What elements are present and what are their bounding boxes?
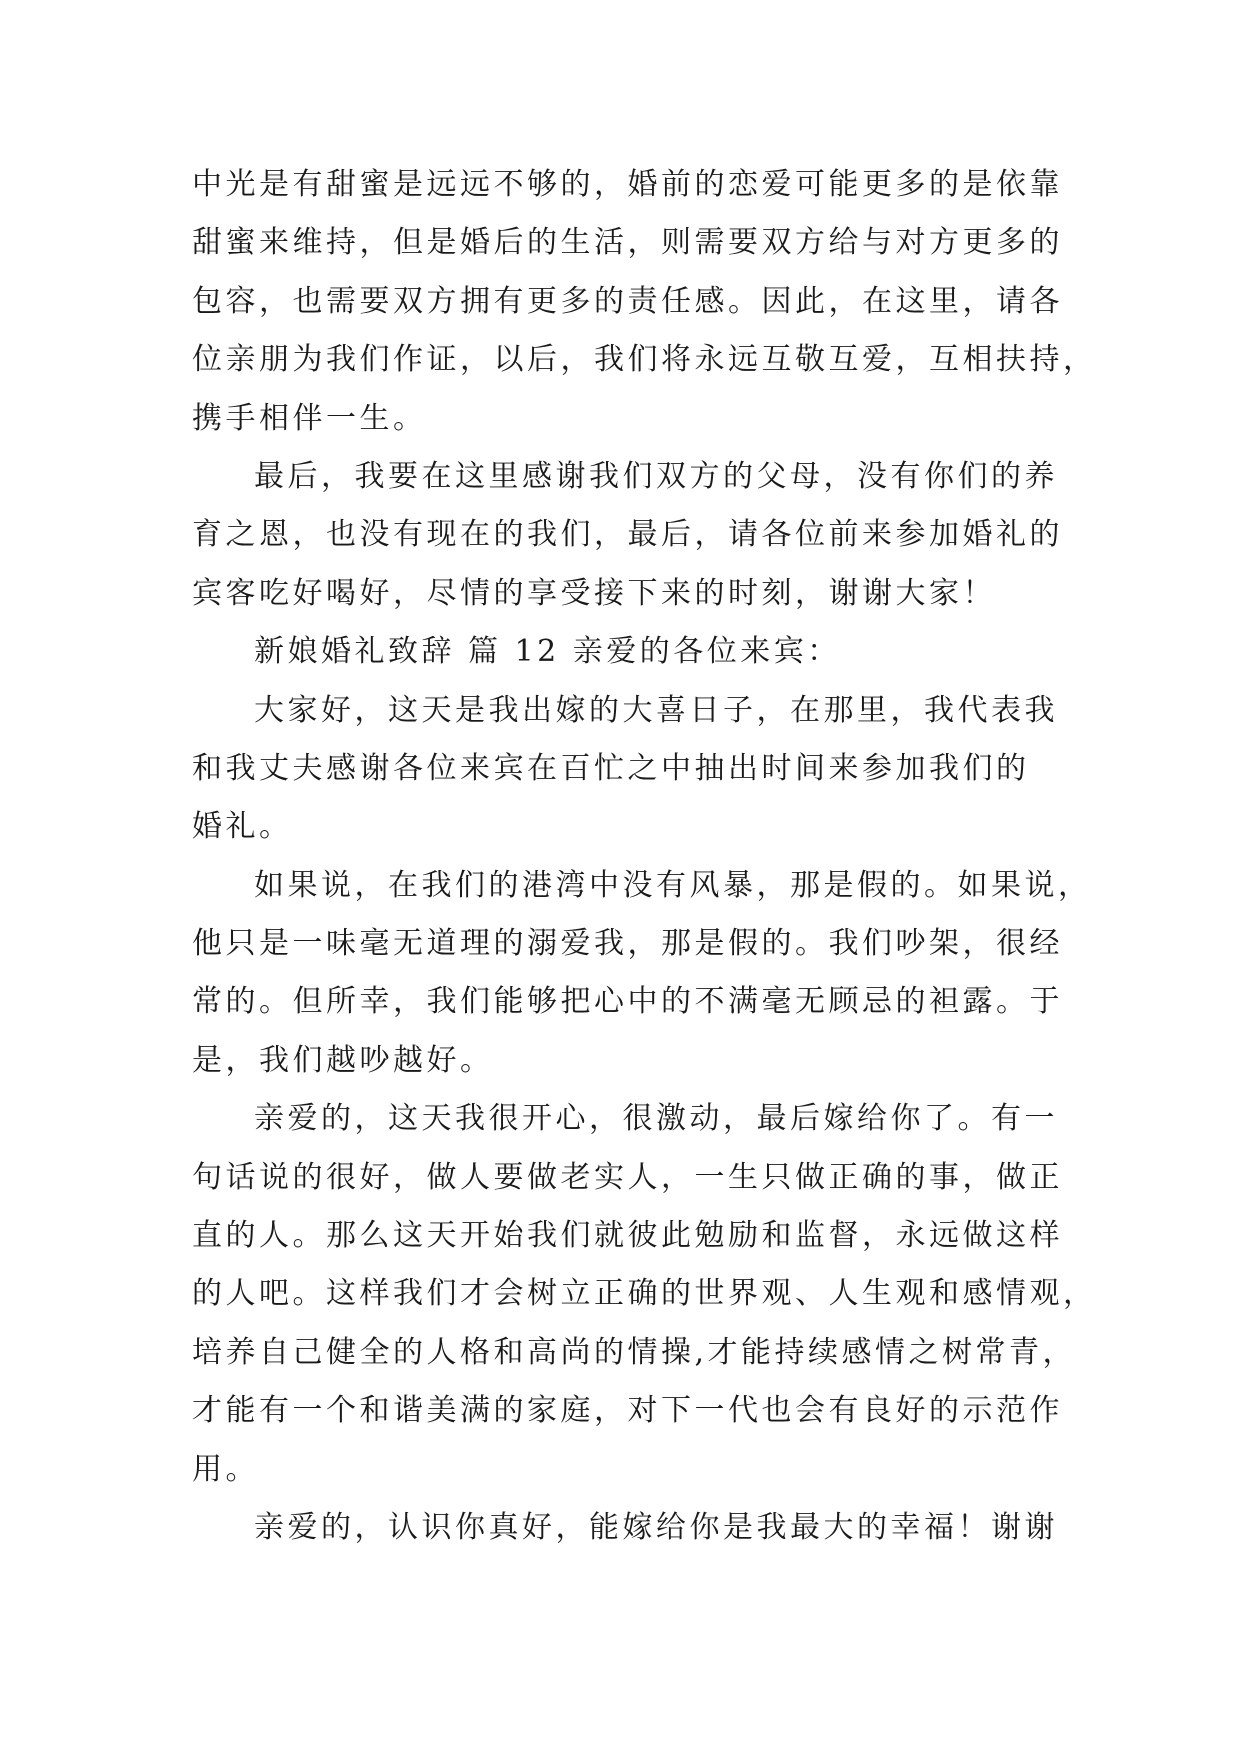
text-line: 甜蜜来维持，但是婚后的生活，则需要双方给与对方更多的 (192, 225, 1063, 261)
text-line: 育之恩，也没有现在的我们，最后，请各位前来参加婚礼的 (192, 517, 1063, 553)
paragraph-first-line: 亲爱的，认识你真好，能嫁给你是我最大的幸福！谢谢 (254, 1509, 1058, 1545)
text-line: 婚礼。 (192, 809, 293, 845)
text-line: 直的人。那么这天开始我们就彼此勉励和监督，永远做这样 (192, 1218, 1063, 1254)
paragraph-first-line: 新娘婚礼致辞 篇 12 亲爱的各位来宾： (254, 634, 841, 670)
text-line: 的人吧。这样我们才会树立正确的世界观、人生观和感情观， (192, 1276, 1097, 1312)
text-line: 用。 (192, 1451, 259, 1487)
paragraph-first-line: 如果说，在我们的港湾中没有风暴，那是假的。如果说， (254, 867, 1092, 903)
paragraph-first-line: 亲爱的，这天我很开心，很激动，最后嫁给你了。有一 (254, 1101, 1058, 1137)
text-line: 包容，也需要双方拥有更多的责任感。因此，在这里，请各 (192, 283, 1063, 319)
text-line: 常的。但所幸，我们能够把心中的不满毫无顾忌的袒露。于 (192, 984, 1063, 1020)
text-line: 和我丈夫感谢各位来宾在百忙之中抽出时间来参加我们的 (192, 750, 1030, 786)
paragraph-first-line: 最后，我要在这里感谢我们双方的父母，没有你们的养 (254, 458, 1058, 494)
text-line: 他只是一味毫无道理的溺爱我，那是假的。我们吵架，很经 (192, 926, 1063, 962)
text-line: 才能有一个和谐美满的家庭，对下一代也会有良好的示范作 (192, 1393, 1063, 1429)
document-body-text (192, 156, 1097, 1557)
paragraph-first-line: 大家好，这天是我出嫁的大喜日子，在那里，我代表我 (254, 692, 1058, 728)
text-line: 培养自己健全的人格和高尚的情操,才能持续感情之树常青， (192, 1334, 1077, 1370)
text-line: 携手相伴一生。 (192, 400, 427, 436)
text-line: 中光是有甜蜜是远远不够的，婚前的恋爱可能更多的是依靠 (192, 167, 1063, 202)
text-line: 位亲朋为我们作证，以后，我们将永远互敬互爱，互相扶持， (192, 342, 1097, 378)
text-line: 句话说的很好，做人要做老实人，一生只做正确的事，做正 (192, 1159, 1063, 1195)
text-line: 是，我们越吵越好。 (192, 1042, 494, 1078)
text-line: 宾客吃好喝好，尽情的享受接下来的时刻，谢谢大家！ (192, 575, 996, 611)
